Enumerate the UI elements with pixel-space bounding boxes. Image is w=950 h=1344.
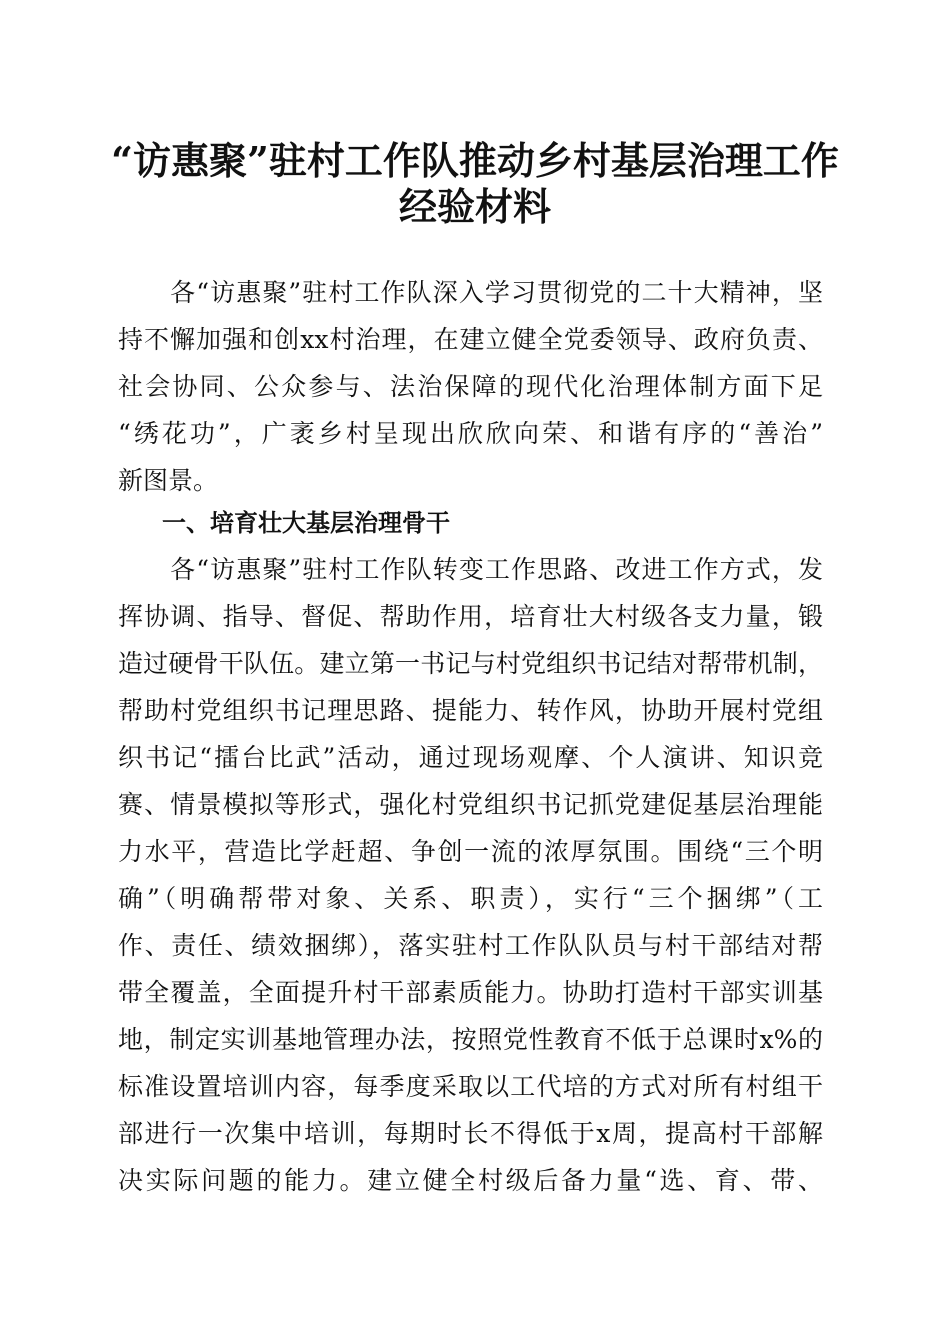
section-paragraph-line: 挥协调、指导、督促、帮助作用，培育壮大村级各支力量，锻 [118,602,823,631]
intro-paragraph-line: “绣花功”，广袤乡村呈现出欣欣向荣、和谐有序的“善治” [118,419,823,448]
section-paragraph-line: 各“访惠聚”驻村工作队转变工作思路、改进工作方式，发 [118,555,823,584]
section-paragraph-line: 确”（明确帮带对象、关系、职责），实行“三个捆绑”（工 [118,884,823,913]
section-paragraph-line: 赛、情景模拟等形式，强化村党组织书记抓党建促基层治理能 [118,790,823,819]
section-paragraph-line: 部进行一次集中培训，每期时长不得低于x周，提高村干部解 [118,1119,823,1148]
intro-paragraph-line: 社会协同、公众参与、法治保障的现代化治理体制方面下足 [118,372,823,401]
section-paragraph-line: 造过硬骨干队伍。建立第一书记与村党组织书记结对帮带机制， [118,649,823,678]
intro-paragraph-line: 各“访惠聚”驻村工作队深入学习贯彻党的二十大精神，坚 [118,278,823,307]
section-heading: 一、培育壮大基层治理骨干 [162,509,450,537]
section-paragraph-line: 帮助村党组织书记理思路、提能力、转作风，协助开展村党组 [118,696,823,725]
document-title-line-2: 经验材料 [398,184,551,229]
section-paragraph-line: 决实际问题的能力。建立健全村级后备力量“选、育、带、 [118,1166,823,1195]
section-paragraph-line: 带全覆盖，全面提升村干部素质能力。协助打造村干部实训基 [118,978,823,1007]
section-paragraph-line: 地，制定实训基地管理办法，按照党性教育不低于总课时x%的 [118,1025,823,1054]
intro-paragraph-line: 新图景。 [118,466,219,495]
section-paragraph-line: 织书记“擂台比武”活动，通过现场观摩、个人演讲、知识竞 [118,743,823,772]
section-paragraph-line: 力水平，营造比学赶超、争创一流的浓厚氛围。围绕“三个明 [118,837,823,866]
section-paragraph-line: 作、责任、绩效捆绑），落实驻村工作队队员与村干部结对帮 [118,931,823,960]
intro-paragraph-line: 持不懈加强和创xx村治理，在建立健全党委领导、政府负责、 [118,325,823,354]
document-title-line-1: “访惠聚”驻村工作队推动乡村基层治理工作 [111,138,839,183]
section-paragraph-line: 标准设置培训内容，每季度采取以工代培的方式对所有村组干 [118,1072,823,1101]
